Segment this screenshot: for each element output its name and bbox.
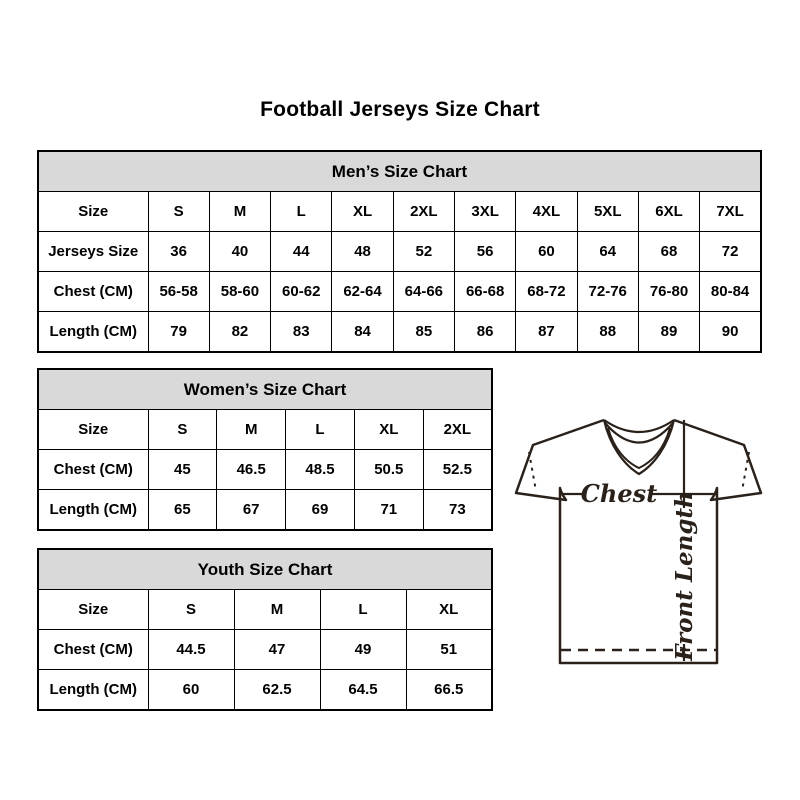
col-header: XL bbox=[332, 192, 393, 232]
cell: 46.5 bbox=[217, 450, 286, 490]
row-label: Jerseys Size bbox=[38, 232, 148, 272]
row-label: Chest (CM) bbox=[38, 450, 148, 490]
cell: 84 bbox=[332, 312, 393, 353]
cell: 72 bbox=[700, 232, 761, 272]
col-header: 4XL bbox=[516, 192, 577, 232]
col-header: M bbox=[217, 410, 286, 450]
cell: 58-60 bbox=[209, 272, 270, 312]
page-title: Football Jerseys Size Chart bbox=[260, 98, 540, 121]
table-row bbox=[38, 450, 492, 490]
col-header: L bbox=[271, 192, 332, 232]
cell: 50.5 bbox=[354, 450, 423, 490]
front-length-label: Front Length bbox=[671, 491, 698, 661]
cell: 76-80 bbox=[638, 272, 699, 312]
cell: 65 bbox=[148, 490, 217, 531]
cell: 48 bbox=[332, 232, 393, 272]
cell: 60 bbox=[516, 232, 577, 272]
cell: 90 bbox=[700, 312, 761, 353]
cell: 44.5 bbox=[148, 630, 234, 670]
table-row bbox=[38, 590, 492, 630]
womens-table-title: Women’s Size Chart bbox=[38, 369, 492, 410]
cell: 88 bbox=[577, 312, 638, 353]
table-row bbox=[38, 670, 492, 711]
col-header: S bbox=[148, 410, 217, 450]
cell: 62.5 bbox=[234, 670, 320, 711]
cell: 79 bbox=[148, 312, 209, 353]
jersey-outline bbox=[516, 420, 761, 663]
cell: 83 bbox=[271, 312, 332, 353]
row-label: Length (CM) bbox=[38, 490, 148, 531]
youth-size-table bbox=[37, 548, 493, 711]
jersey-measurement-diagram bbox=[503, 404, 775, 672]
cell: 64 bbox=[577, 232, 638, 272]
cell: 85 bbox=[393, 312, 454, 353]
cell: 51 bbox=[406, 630, 492, 670]
col-header: XL bbox=[406, 590, 492, 630]
cell: 82 bbox=[209, 312, 270, 353]
cell: 87 bbox=[516, 312, 577, 353]
col-header: 2XL bbox=[423, 410, 492, 450]
cell: 71 bbox=[354, 490, 423, 531]
cell: 60-62 bbox=[271, 272, 332, 312]
row-label: Length (CM) bbox=[38, 670, 148, 711]
row-label: Chest (CM) bbox=[38, 272, 148, 312]
col-header: 5XL bbox=[577, 192, 638, 232]
cuff-dashed-line-left bbox=[529, 452, 536, 491]
col-header: 6XL bbox=[638, 192, 699, 232]
table-row bbox=[38, 232, 761, 272]
cell: 67 bbox=[217, 490, 286, 531]
cell: 68 bbox=[638, 232, 699, 272]
womens-size-table bbox=[37, 368, 493, 531]
cell: 66-68 bbox=[454, 272, 515, 312]
cell: 56 bbox=[454, 232, 515, 272]
col-header: 3XL bbox=[454, 192, 515, 232]
cell: 69 bbox=[286, 490, 355, 531]
row-label: Chest (CM) bbox=[38, 630, 148, 670]
corner-cell: Size bbox=[38, 410, 148, 450]
cell: 52 bbox=[393, 232, 454, 272]
col-header: XL bbox=[354, 410, 423, 450]
cell: 52.5 bbox=[423, 450, 492, 490]
cell: 49 bbox=[320, 630, 406, 670]
corner-cell: Size bbox=[38, 590, 148, 630]
table-row bbox=[38, 630, 492, 670]
cell: 72-76 bbox=[577, 272, 638, 312]
corner-cell: Size bbox=[38, 192, 148, 232]
table-row bbox=[38, 410, 492, 450]
col-header: M bbox=[234, 590, 320, 630]
cell: 48.5 bbox=[286, 450, 355, 490]
table-row bbox=[38, 312, 761, 353]
cell: 44 bbox=[271, 232, 332, 272]
table-row bbox=[38, 192, 761, 232]
col-header: L bbox=[320, 590, 406, 630]
col-header: S bbox=[148, 192, 209, 232]
col-header: M bbox=[209, 192, 270, 232]
col-header: L bbox=[286, 410, 355, 450]
cell: 80-84 bbox=[700, 272, 761, 312]
cell: 62-64 bbox=[332, 272, 393, 312]
row-label: Length (CM) bbox=[38, 312, 148, 353]
cell: 73 bbox=[423, 490, 492, 531]
cell: 68-72 bbox=[516, 272, 577, 312]
cell: 64.5 bbox=[320, 670, 406, 711]
table-row bbox=[38, 490, 492, 531]
youth-table-title: Youth Size Chart bbox=[38, 549, 492, 590]
cell: 64-66 bbox=[393, 272, 454, 312]
cell: 36 bbox=[148, 232, 209, 272]
cell: 47 bbox=[234, 630, 320, 670]
cell: 45 bbox=[148, 450, 217, 490]
col-header: S bbox=[148, 590, 234, 630]
mens-table-title: Men’s Size Chart bbox=[38, 151, 761, 192]
collar-back-arc bbox=[604, 420, 674, 432]
cell: 56-58 bbox=[148, 272, 209, 312]
cell: 66.5 bbox=[406, 670, 492, 711]
cell: 89 bbox=[638, 312, 699, 353]
cell: 60 bbox=[148, 670, 234, 711]
col-header: 7XL bbox=[700, 192, 761, 232]
chest-label: Chest bbox=[580, 479, 658, 508]
mens-size-table bbox=[37, 150, 762, 353]
cell: 86 bbox=[454, 312, 515, 353]
col-header: 2XL bbox=[393, 192, 454, 232]
v-neck-outer bbox=[604, 420, 674, 474]
table-row bbox=[38, 272, 761, 312]
cell: 40 bbox=[209, 232, 270, 272]
